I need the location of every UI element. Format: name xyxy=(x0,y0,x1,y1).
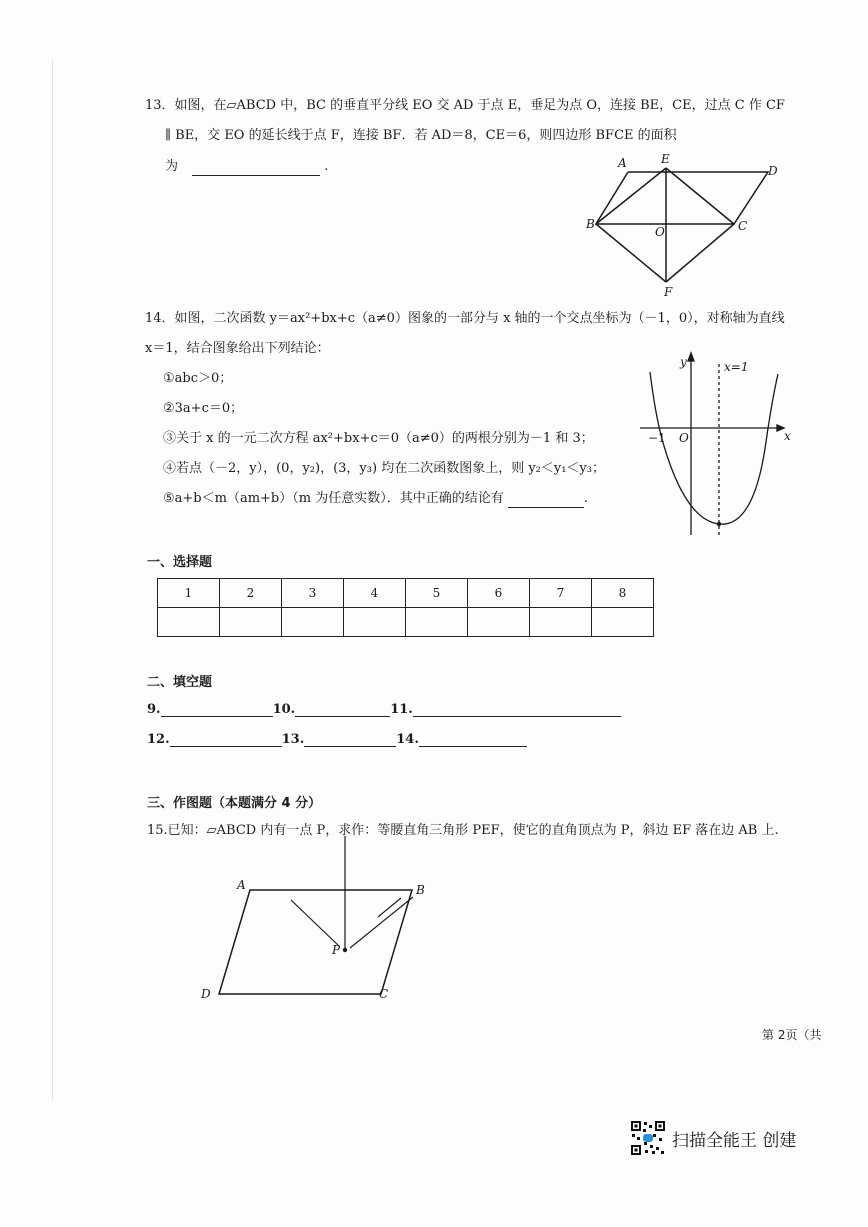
table-cell: 6 xyxy=(468,579,530,608)
label-c: C xyxy=(738,219,748,233)
fill-row-2 xyxy=(147,732,527,747)
y-axis-arrow xyxy=(688,353,694,361)
fill-label-10: 10. xyxy=(272,702,296,717)
scanner-watermark: 扫描全能王 创建 xyxy=(672,1131,797,1151)
fill-label-12: 12. xyxy=(147,732,170,747)
q15-text: 15.已知：▱ABCD 内有一点 P，求作：等腰直角三角形 PEF，使它的直角顶点为 P，斜边 EF 落在边 AB 上. xyxy=(147,823,779,838)
line-cf xyxy=(666,224,734,282)
fill-row-1 xyxy=(147,702,621,717)
q14-item-4: ④若点（－2，y），(0，y₂)，(3，y₃) 均在二次函数图象上，则 y₂＜y₁＜y₃； xyxy=(163,461,605,476)
q14-item-5: ⑤a+b＜m（am+b）（m 为任意实数）．其中正确的结论有 . xyxy=(163,491,588,506)
fill-blank-12[interactable] xyxy=(170,732,282,747)
fill-label-14: 14. xyxy=(396,732,419,747)
parallelogram-abcd xyxy=(219,890,412,994)
q13-figure xyxy=(580,150,790,300)
label-origin: O xyxy=(679,431,689,445)
label-d: D xyxy=(201,987,211,1001)
parabola-curve xyxy=(650,372,778,524)
label-o: O xyxy=(655,225,665,239)
label-axis: x=1 xyxy=(724,360,749,374)
q13-line1: 13．如图，在▱ABCD 中，BC 的垂直平分线 EO 交 AD 于点 E，垂足为点 O，连接 BE，CE，过点 C 作 CF xyxy=(145,98,785,113)
fill-blank-9[interactable] xyxy=(161,702,273,717)
fill-blank-11[interactable] xyxy=(413,702,621,717)
fill-blank-13[interactable] xyxy=(304,732,396,747)
label-p: P xyxy=(332,943,341,957)
label-x: x xyxy=(784,429,791,443)
line-be xyxy=(596,168,666,224)
construction-left-arc xyxy=(291,900,340,947)
fill-label-13: 13. xyxy=(281,732,305,747)
label-a: A xyxy=(237,878,246,892)
label-c: C xyxy=(379,987,389,1001)
q13-answer-blank[interactable] xyxy=(192,161,320,176)
page-number: 第 2页（共 xyxy=(762,1028,822,1042)
fill-label-9: 9. xyxy=(147,702,161,717)
q14-line2: x＝1，结合图象给出下列结论： xyxy=(145,341,330,356)
point-p xyxy=(343,948,347,952)
x-axis-arrow xyxy=(777,425,784,431)
label-y: y xyxy=(680,355,687,369)
answer-cell[interactable] xyxy=(344,608,406,637)
q14-line1: 14．如图，二次函数 y＝ax²+bx+c（a≠0）图象的一部分与 x 轴的一个交点坐标为（－1，0），对称轴为直线 xyxy=(145,311,785,326)
construction-mark xyxy=(378,898,401,917)
section3-title: 三、作图题（本题满分 4 分） xyxy=(147,796,322,811)
vertex-point xyxy=(717,522,721,526)
label-d: D xyxy=(768,164,778,178)
table-cell: 2 xyxy=(220,579,282,608)
q13-line3 xyxy=(165,158,328,176)
table-cell: 8 xyxy=(592,579,654,608)
answer-cell[interactable] xyxy=(468,608,530,637)
section2-title: 二、填空题 xyxy=(147,675,213,690)
q13-line2: ∥ BE，交 EO 的延长线于点 F，连接 BF．若 AD＝8，CE＝6，则四边形 BFCE 的面积 xyxy=(165,128,677,143)
answer-cell[interactable] xyxy=(530,608,592,637)
label-neg1: −1 xyxy=(648,431,666,445)
label-e: E xyxy=(661,152,670,166)
label-b: B xyxy=(416,883,425,897)
label-a: A xyxy=(618,156,627,170)
page-edge-line xyxy=(52,60,53,1100)
section1-title: 一、选择题 xyxy=(147,555,213,570)
answer-cell[interactable] xyxy=(158,608,220,637)
q15-figure xyxy=(195,832,445,1007)
q14-parabola-graph xyxy=(636,350,796,540)
parallelogram-abcd xyxy=(596,172,768,224)
construction-right-arc xyxy=(350,897,413,948)
table-cell: 7 xyxy=(530,579,592,608)
q14-item-3: ③关于 x 的一元二次方程 ax²+bx+c＝0（a≠0）的两根分别为－1 和 3； xyxy=(163,431,594,446)
table-cell: 5 xyxy=(406,579,468,608)
q14-item-5-text: ⑤a+b＜m（am+b）（m 为任意实数）．其中正确的结论有 xyxy=(163,491,504,506)
q13-suffix: . xyxy=(324,159,329,174)
q14-item-1: ①abc＞0； xyxy=(163,371,233,386)
table-cell: 4 xyxy=(344,579,406,608)
q14-item-2: ②3a+c＝0； xyxy=(163,401,244,416)
table-cell: 1 xyxy=(158,579,220,608)
answer-cell[interactable] xyxy=(220,608,282,637)
q14-answer-blank[interactable] xyxy=(508,493,584,508)
answer-cell[interactable] xyxy=(282,608,344,637)
fill-blank-10[interactable] xyxy=(295,702,390,717)
table-row xyxy=(158,579,654,608)
answer-cell[interactable] xyxy=(406,608,468,637)
label-b: B xyxy=(586,217,595,231)
qr-code-icon xyxy=(630,1120,666,1156)
table-row xyxy=(158,608,654,637)
label-f: F xyxy=(664,285,673,299)
line-ce xyxy=(666,168,734,224)
q13-prefix: 为 xyxy=(165,159,179,174)
fill-blank-14[interactable] xyxy=(419,732,527,747)
table-cell: 3 xyxy=(282,579,344,608)
choice-answer-table xyxy=(157,578,654,637)
fill-label-11: 11. xyxy=(390,702,413,717)
answer-cell[interactable] xyxy=(592,608,654,637)
